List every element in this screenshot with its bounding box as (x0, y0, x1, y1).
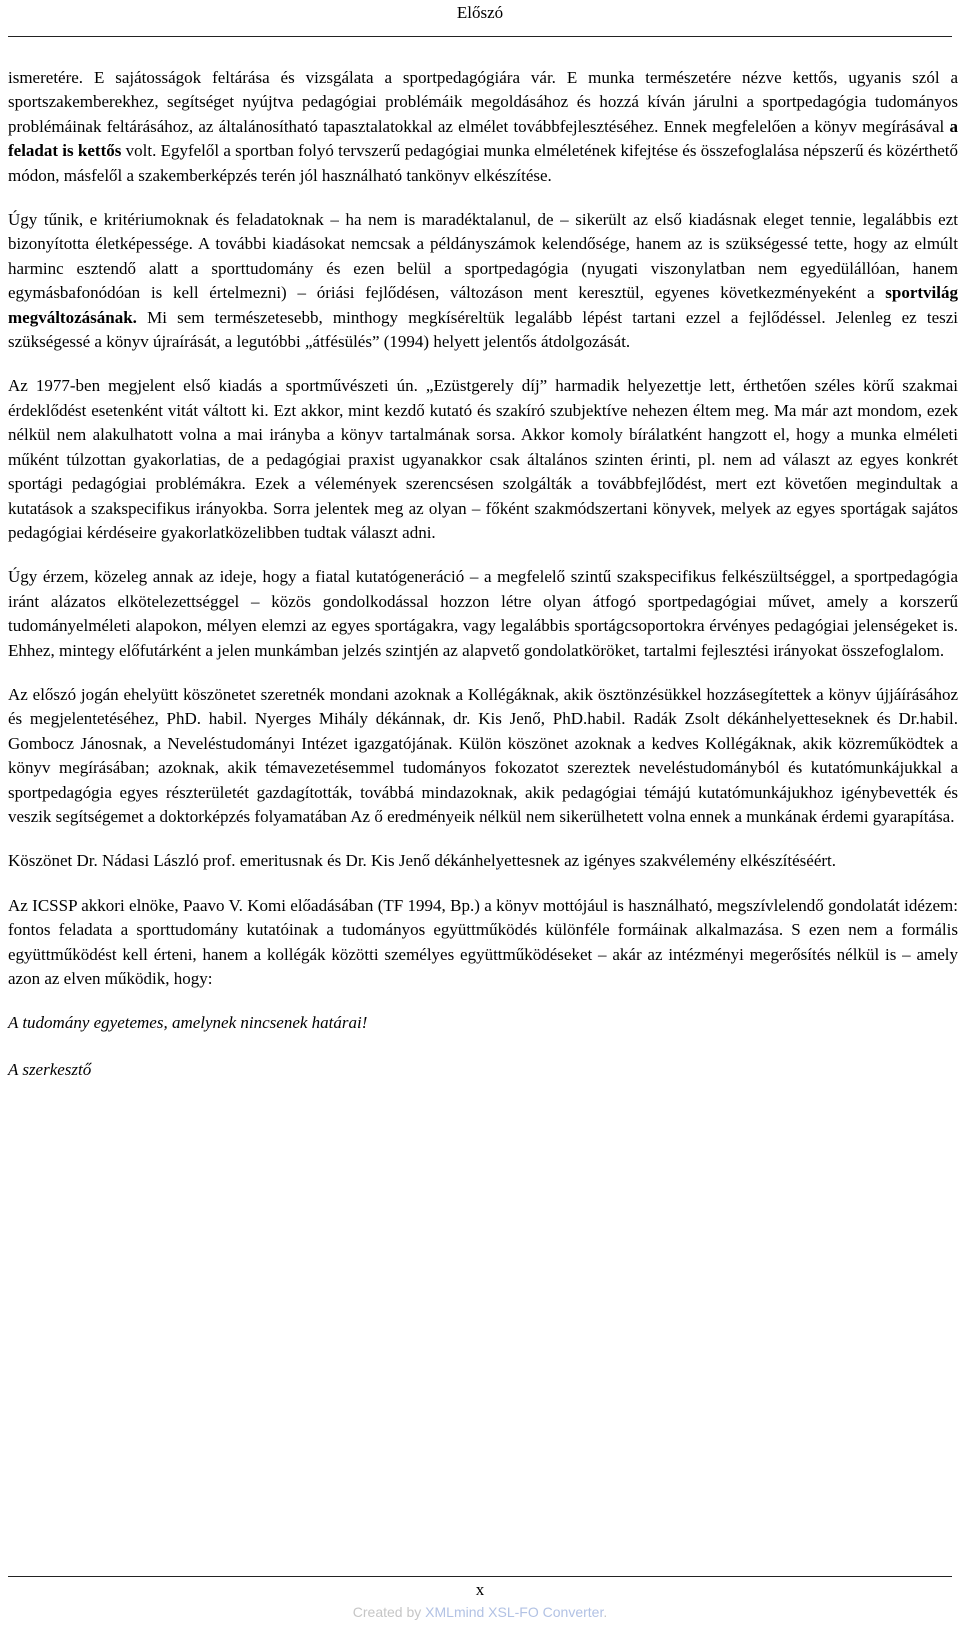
paragraph-2-text-end: Mi sem természetesebb, minthogy megkíséreltük legalább lépést tartani ezzel a fejlődéssel. Jelenleg ez teszi szükségessé a könyv újraírását, a legutóbbi „átfésülés” (1994) helyett jelentős átdolgozását. (8, 307, 958, 352)
paragraph-7-text: Az ICSSP akkori elnöke, Paavo V. Komi előadásában (TF 1994, Bp.) a könyv mottójául is használható, megszívlelendő gondolatát idézem: fontos feladata a sporttudomány kutatóinak a tudományos együttműködés különféle formáinak alkalmazása. S ezen nem a formális együttműködést kell érteni, hanem a kollégák közötti személyes együttműködéseket – akár az intézményi megerősítés nélkül is – amely azon az elven működik, hogy: (8, 895, 958, 988)
paragraph-3-text: Az 1977-ben megjelent első kiadás a sportművészeti ún. „Ezüstgerely díj” harmadik helyezettje lett, érthetően széles körű szakmai érdeklődést esetenként vitát váltott ki. Ezt akkor, mint kezdő kutató és szakíró szubjektíve nehezen éltem meg. Ma már azt mondom, ezek nélkül nem alakulhatott volna a mai irányba a könyv tartalmának sorsa. Akkor komoly bírálatként hangzott el, hogy a munka elméleti műként túlzottan gyakorlatias, de a pedagógiai praxist ugyanakkor csak általános szinten érinti, pl. nem ad választ az egyes konkrét sportági pedagógiai problémákra. Ezek a vélemények szerencsésen szolgálták a továbbfejlődést, mert ezt követően megindultak a kutatások a szakspecifikus irányokba. Sorra jelentek meg az olyan – főként szakmódszertani könyvek, melyek az egyes sportágak sajátos pedagógiai kérdéseire gyakorlatközelibben tudtak választ adni. (8, 376, 958, 542)
credit-prefix: Created by (352, 1604, 426, 1620)
paragraph-1-text-end: volt. Egyfelől a sportban folyó tervszerű pedagógiai munka elméletének kifejtése és összefoglalása népszerű és közérthető módon, másfelől a szakemberképzés terén jól használható tankönyv elkészítése. (8, 141, 958, 185)
header-divider (8, 36, 952, 37)
converter-credit (0, 1603, 960, 1621)
footer-divider (8, 1576, 952, 1577)
paragraph-6-text: Köszönet Dr. Nádasi László prof. emeritusnak és Dr. Kis Jenő dékánhelyettesnek az igényes szakvélemény elkészítéséért. (8, 851, 836, 871)
paragraph-2-text: Úgy tűnik, e kritériumoknak és feladatoknak – ha nem is maradéktalanul, de – sikerült az első kiadásnak eleget tennie, legalábbis ezt bizonyította életképessége. A további kiadásokat nemcsak a példányszámok kelendősége, hanem az is szükségessé tette, hogy az elmúlt harminc esztendő alatt a sporttudomány és ezen belül a sportpedagógia (nyugati viszonylatban nem egyedülállóan, hanem egymásbafonódóan is kell értelmezni) – óriási fejlődésen, változáson ment keresztül, egyenes következményeként a (8, 210, 958, 303)
document-body (8, 66, 958, 1104)
signature: A szerkesztő (8, 1059, 92, 1079)
paragraph-7 (8, 894, 958, 992)
paragraph-6 (8, 849, 958, 873)
paragraph-5 (8, 683, 958, 829)
paragraph-3 (8, 374, 958, 545)
motto-quote: A tudomány egyetemes, amelynek nincsenek határai! (8, 1013, 368, 1033)
page-number: x (475, 1580, 485, 1599)
paragraph-1-text: ismeretére. E sajátosságok feltárása és vizsgálata a sportpedagógiára vár. E munka természetére nézve kettős, ugyanis szól a sportszakemberekhez, segítséget nyújtva pedagógiai problémáik megoldásához és hozzá kíván járulni a sportpedagógia tudományos problémáinak feltárásához, az általánosítható tapasztalatokkal az elmélet továbbfejlesztéséhez. Ennek megfelelően a könyv megírásával (8, 68, 958, 136)
paragraph-4-text: Úgy érzem, közeleg annak az ideje, hogy a fiatal kutatógeneráció – a megfelelő szintű szakspecifikus felkészültséggel, a sportpedagógia iránt alázatos elkötelezettséggel – közös gondolkodással hozzon létre olyan átfogó sportpedagógiai művet, amely a korszerű tudományelméleti alapokon, mélyen elemzi az egyes sportágakra, vagy legalábbis sportágcsoportokra érvényes pedagógiai jelenségeket is. Ehhez, mintegy előfutárként a jelen munkámban jelzés szintjén az alapvető gondolatköröket, tartalmi fejlesztési irányokat összefoglalom. (8, 567, 958, 660)
paragraph-4 (8, 565, 958, 663)
paragraph-1-bold: a feladat is kettős (8, 116, 958, 161)
paragraph-2 (8, 208, 958, 354)
credit-suffix: . (603, 1604, 608, 1620)
page-header-title: Előszó (456, 3, 504, 22)
converter-link[interactable]: XMLmind XSL-FO Converter (425, 1604, 604, 1620)
paragraph-2-bold: sportvilág megváltozásának. (8, 283, 958, 327)
paragraph-5-text: Az előszó jogán ehelyütt köszönetet szeretnék mondani azoknak a Kollégáknak, akik ösztönzésükkel hozzásegítettek a könyv újjáírásához és megjelentetéséhez, PhD. habil. Nyerges Mihály dékánnak, dr. Kis Jenő, PhD.habil. Radák Zsolt dékánhelyetteseknek és Dr.habil. Gombocz Jánosnak, a Neveléstudományi Intézet igazgatójának. Külön köszönet azoknak a kedves Kollégáknak, akik közreműködtek a könyv megírásában; azoknak, akik témavezetésemmel tudományos fokozatot szereztek neveléstudományból és kutatómunkájukkal a sportpedagógia egyes részterületét gazdagították, továbbá mindazoknak, akik pedagógiai témájú kutatómunkájukhoz igénybevették és veszik segítségemet a doktorképzés folyamatában Az ő eredményeik nélkül nem sikerülhetett volna ennek a munkának érdemi gyarapítása. (8, 684, 958, 826)
paragraph-1 (8, 66, 958, 188)
